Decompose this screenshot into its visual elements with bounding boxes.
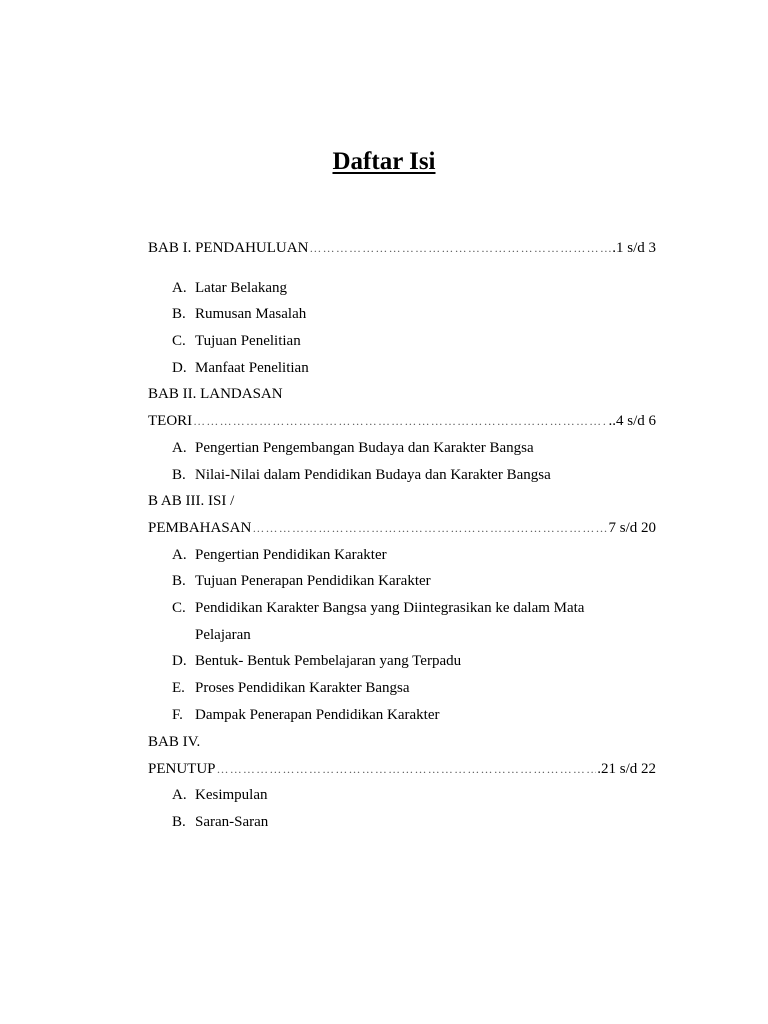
toc-subitem xyxy=(172,786,268,804)
page-title: Daftar Isi xyxy=(332,148,436,175)
toc-subitem-text: Latar Belakang xyxy=(195,280,288,296)
toc-subitem-letter: A. xyxy=(172,440,187,456)
toc-subitem xyxy=(172,466,551,484)
toc-chapter-label: PEMBAHASAN xyxy=(148,520,252,536)
toc-page-range: 7 s/d 20 xyxy=(608,520,656,536)
toc-subitem-letter: B. xyxy=(172,306,186,322)
toc-subitem xyxy=(172,652,461,670)
toc-page-range: .21 s/d 22 xyxy=(597,761,656,777)
toc-leader-dots xyxy=(252,519,607,537)
toc-subitem-letter: B. xyxy=(172,467,186,483)
toc-subitem-text: Pengertian Pengembangan Budaya dan Karakter Bangsa xyxy=(195,440,534,456)
toc-chapter-label: PENUTUP xyxy=(148,761,216,777)
toc-leader-dots xyxy=(309,239,611,257)
toc-subitem-continuation: Pelajaran xyxy=(195,627,251,643)
toc-subitem-letter: E. xyxy=(172,680,185,696)
toc-subitem xyxy=(172,546,387,564)
toc-subitem xyxy=(172,706,440,724)
toc-subitem-letter: B. xyxy=(172,573,186,589)
toc-subitem-text: Saran-Saran xyxy=(195,814,269,830)
toc-subitem-text: Manfaat Penelitian xyxy=(195,360,309,376)
toc-subitem xyxy=(172,305,306,323)
toc-leader-dots xyxy=(217,760,597,778)
toc-subitem xyxy=(172,813,268,831)
toc-chapter-label: BAB I. PENDAHULUAN xyxy=(148,240,309,256)
toc-entry-bab4 xyxy=(148,760,656,778)
toc-entry-bab2 xyxy=(148,412,656,430)
toc-subitem-letter: D. xyxy=(172,653,187,669)
toc-subitem-text: Pengertian Pendidikan Karakter xyxy=(195,547,387,563)
toc-subitem xyxy=(172,332,301,350)
toc-entry-bab3 xyxy=(148,519,656,537)
toc-subitem-letter: F. xyxy=(172,707,183,723)
toc-entry-bab1 xyxy=(148,239,656,257)
toc-subitem-text: Nilai-Nilai dalam Pendidikan Budaya dan Karakter Bangsa xyxy=(195,467,551,483)
toc-page-range: ..4 s/d 6 xyxy=(608,413,656,429)
toc-leader-dots xyxy=(193,412,607,430)
toc-subitem-text: Dampak Penerapan Pendidikan Karakter xyxy=(195,707,440,723)
toc-subitem xyxy=(172,359,309,377)
toc-subitem xyxy=(172,572,431,590)
toc-subitem xyxy=(172,279,287,297)
toc-subitem-letter: D. xyxy=(172,360,187,376)
toc-chapter-label: B AB III. ISI / xyxy=(148,493,235,509)
toc-subitem-letter: C. xyxy=(172,600,186,616)
toc-subitem xyxy=(172,599,584,617)
toc-subitem-text: Tujuan Penerapan Pendidikan Karakter xyxy=(195,573,431,589)
toc-subitem-letter: A. xyxy=(172,547,187,563)
toc-subitem-text: Kesimpulan xyxy=(195,787,268,803)
toc-subitem-text: Bentuk- Bentuk Pembelajaran yang Terpadu xyxy=(195,653,462,669)
toc-chapter-label: BAB II. LANDASAN xyxy=(148,386,283,402)
toc-chapter-label: BAB IV. xyxy=(148,734,201,750)
toc-subitem-letter: A. xyxy=(172,280,187,296)
toc-subitem-letter: C. xyxy=(172,333,186,349)
toc-subitem-text: Rumusan Masalah xyxy=(195,306,307,322)
toc-subitem-letter: A. xyxy=(172,787,187,803)
toc-page-range: .1 s/d 3 xyxy=(612,240,656,256)
toc-subitem xyxy=(172,679,410,697)
toc-subitem-letter: B. xyxy=(172,814,186,830)
toc-subitem xyxy=(172,439,534,457)
toc-subitem-text: Proses Pendidikan Karakter Bangsa xyxy=(195,680,410,696)
toc-chapter-label: TEORI xyxy=(148,413,193,429)
toc-subitem-text: Pendidikan Karakter Bangsa yang Diintegrasikan ke dalam Mata xyxy=(195,600,585,616)
toc-subitem-text: Tujuan Penelitian xyxy=(195,333,301,349)
